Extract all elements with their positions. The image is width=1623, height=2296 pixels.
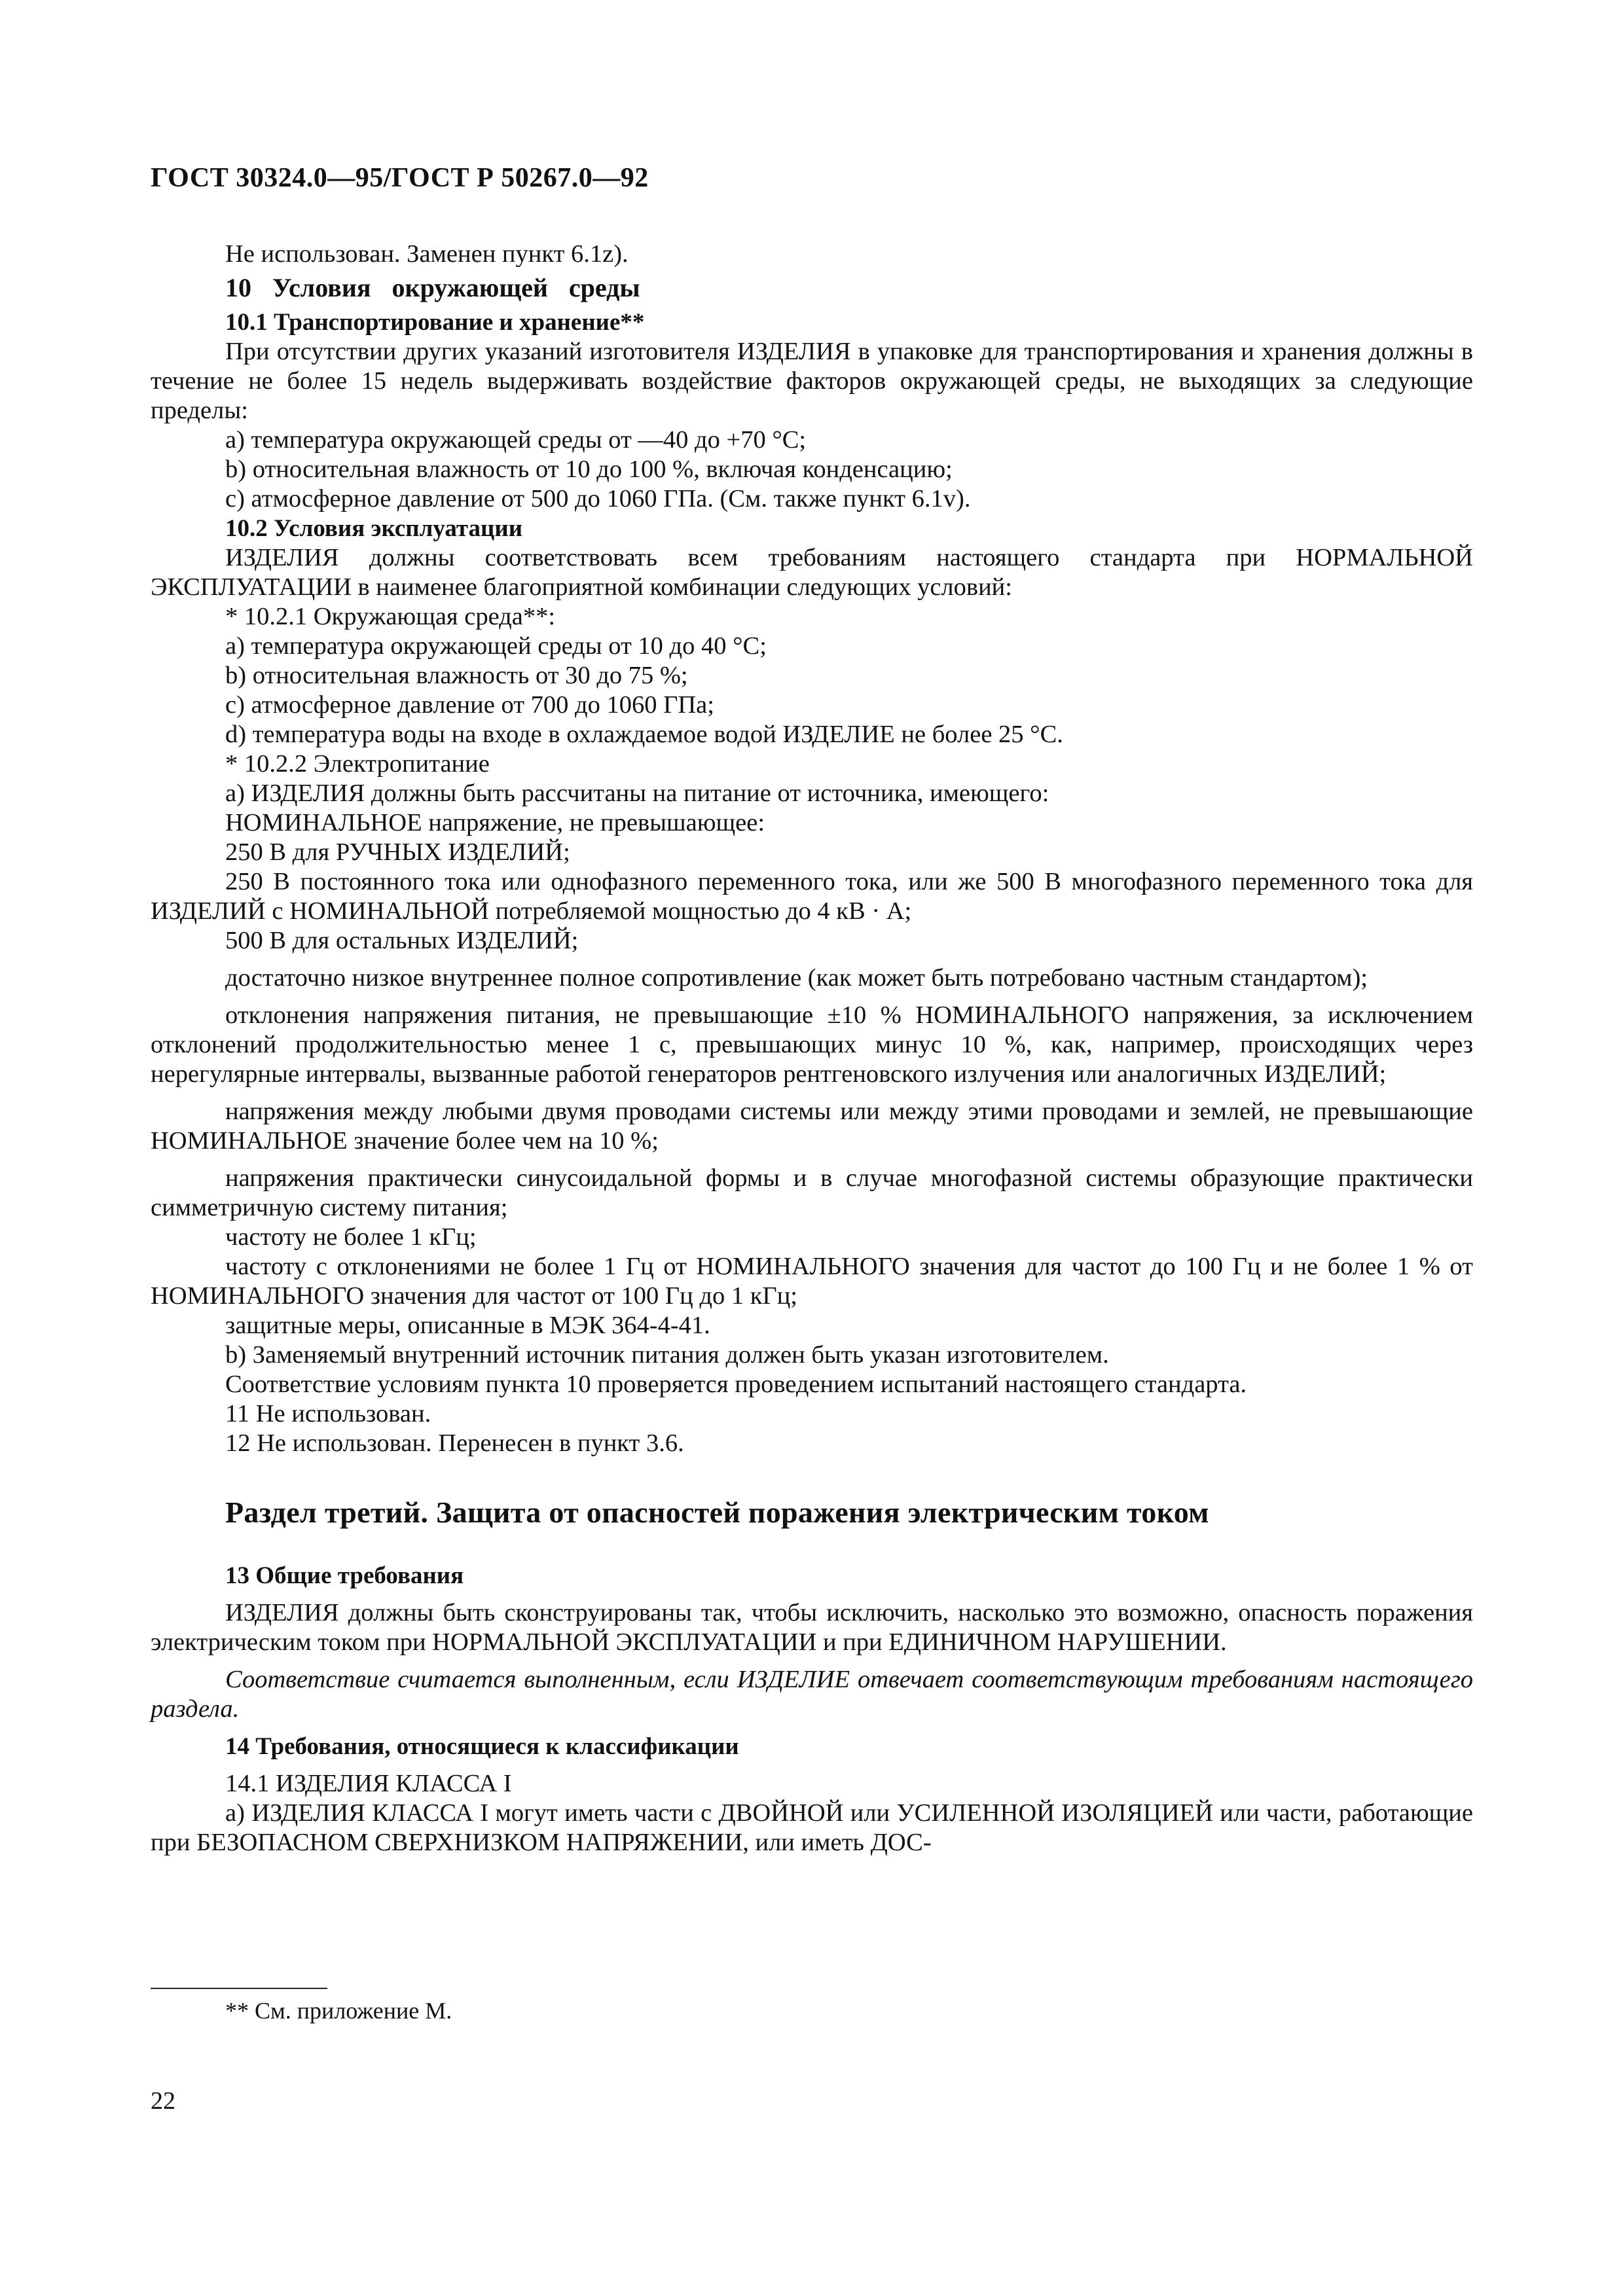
paragraph: отклонения напряжения питания, не превышающие ±10 % НОМИНАЛЬНОГО напряжения, за исключением отклонений продолжительностью менее 1 с, превышающих минус 10 %, как, например, происходящих через нерегулярные интервалы, вызванные работой генераторов рентгеновского излучения или аналогичных ИЗДЕЛИЙ;: [151, 1001, 1473, 1088]
body-line: НОМИНАЛЬНОЕ напряжение, не превышающее:: [225, 809, 765, 836]
body-line: 11 Не использован.: [225, 1400, 431, 1427]
list-item: а) ИЗДЕЛИЯ должны быть рассчитаны на питание от источника, имеющего:: [225, 780, 1049, 807]
paragraph: 250 В постоянного тока или однофазного переменного тока, или же 500 В многофазного переменного тока для ИЗДЕЛИЙ с НОМИНАЛЬНОЙ потребляемой мощностью до 4 кВ · А;: [151, 868, 1473, 925]
body-line: 14.1 ИЗДЕЛИЯ КЛАССА I: [225, 1770, 512, 1797]
paragraph: ИЗДЕЛИЯ должны соответствовать всем требованиям настоящего стандарта при НОРМАЛЬНОЙ ЭКСПЛУАТАЦИИ в наименее благоприятной комбинации следующих условий:: [151, 544, 1473, 601]
body-line: b) Заменяемый внутренний источник питания должен быть указан изготовителем.: [225, 1341, 1109, 1369]
section-title: Раздел третий. Защита от опасностей поражения электрическим током: [225, 1496, 1209, 1529]
body-line: 12 Не использован. Перенесен в пункт 3.6.: [225, 1429, 684, 1457]
heading-10-1: 10.1 Транспортирование и хранение**: [225, 309, 645, 336]
paragraph: ИЗДЕЛИЯ должны быть сконструированы так, чтобы исключить, насколько это возможно, опасность поражения электрическим током при НОРМАЛЬНОЙ ЭКСПЛУАТАЦИИ и при ЕДИНИЧНОМ НАРУШЕНИИ.: [151, 1599, 1473, 1656]
list-item: с) атмосферное давление от 700 до 1060 ГПа;: [225, 691, 714, 719]
footnote: ** См. приложение М.: [225, 1998, 452, 2024]
subclause-10-2-1: * 10.2.1 Окружающая среда**:: [225, 603, 556, 630]
list-item: d) температура воды на входе в охлаждаемое водой ИЗДЕЛИЕ не более 25 °С.: [225, 721, 1063, 748]
page-number: 22: [151, 2087, 175, 2115]
page-body: [151, 240, 1473, 1857]
paragraph: При отсутствии других указаний изготовителя ИЗДЕЛИЯ в упаковке для транспортирования и хранения должны в течение не более 15 недель выдерживать воздействие факторов окружающей среды, не выходящих за следующие пределы:: [151, 338, 1473, 424]
list-item: а) температура окружающей среды от 10 до 40 °С;: [225, 632, 767, 660]
list-item: b) относительная влажность от 10 до 100 %, включая конденсацию;: [225, 456, 953, 483]
paragraph: а) ИЗДЕЛИЯ КЛАССА I могут иметь части с ДВОЙНОЙ или УСИЛЕННОЙ ИЗОЛЯЦИЕЙ или части, работающие при БЕЗОПАСНОМ СВЕРХНИЗКОМ НАПРЯЖЕНИИ, или иметь ДОС-: [151, 1799, 1473, 1856]
body-line: 500 В для остальных ИЗДЕЛИЙ;: [225, 927, 579, 954]
heading-14: 14 Требования, относящиеся к классификации: [225, 1733, 739, 1760]
paragraph: достаточно низкое внутреннее полное сопротивление (как может быть потребовано частным стандартом);: [225, 964, 1368, 992]
heading-10-2: 10.2 Условия эксплуатации: [225, 515, 523, 542]
body-line: 250 В для РУЧНЫХ ИЗДЕЛИЙ;: [225, 838, 570, 866]
paragraph: частоту с отклонениями не более 1 Гц от НОМИНАЛЬНОГО значения для частот до 100 Гц и не более 1 % от НОМИНАЛЬНОГО значения для частот от 100 Гц до 1 кГц;: [151, 1253, 1473, 1310]
paragraph: напряжения между любыми двумя проводами системы или между этими проводами и землей, не превышающие НОМИНАЛЬНОЕ значение более чем на 10 %;: [151, 1098, 1473, 1155]
paragraph: напряжения практически синусоидальной формы и в случае многофазной системы образующие практически симметричную систему питания;: [151, 1164, 1473, 1221]
heading-13: 13 Общие требования: [225, 1562, 464, 1589]
subclause-10-2-2: * 10.2.2 Электропитание: [225, 750, 490, 778]
heading-section-10: 10 Условия окружающей среды: [225, 273, 640, 302]
body-line: защитные меры, описанные в МЭК 364-4-41.: [225, 1312, 710, 1339]
body-line: Не использован. Заменен пункт 6.1z).: [225, 240, 629, 268]
list-item: b) относительная влажность от 30 до 75 %;: [225, 662, 688, 689]
document-header: ГОСТ 30324.0—95/ГОСТ Р 50267.0—92: [151, 163, 649, 193]
list-item: а) температура окружающей среды от —40 до +70 °С;: [225, 426, 807, 454]
body-line: частоту не более 1 кГц;: [225, 1223, 477, 1251]
body-line: Соответствие условиям пункта 10 проверяется проведением испытаний настоящего стандарта.: [225, 1371, 1247, 1398]
footnote-divider: [151, 1988, 327, 1989]
list-item: с) атмосферное давление от 500 до 1060 ГПа. (См. также пункт 6.1v).: [225, 485, 971, 512]
paragraph-italic: Соответствие считается выполненным, если ИЗДЕЛИЕ отвечает соответствующим требованиям настоящего раздела.: [151, 1666, 1473, 1723]
